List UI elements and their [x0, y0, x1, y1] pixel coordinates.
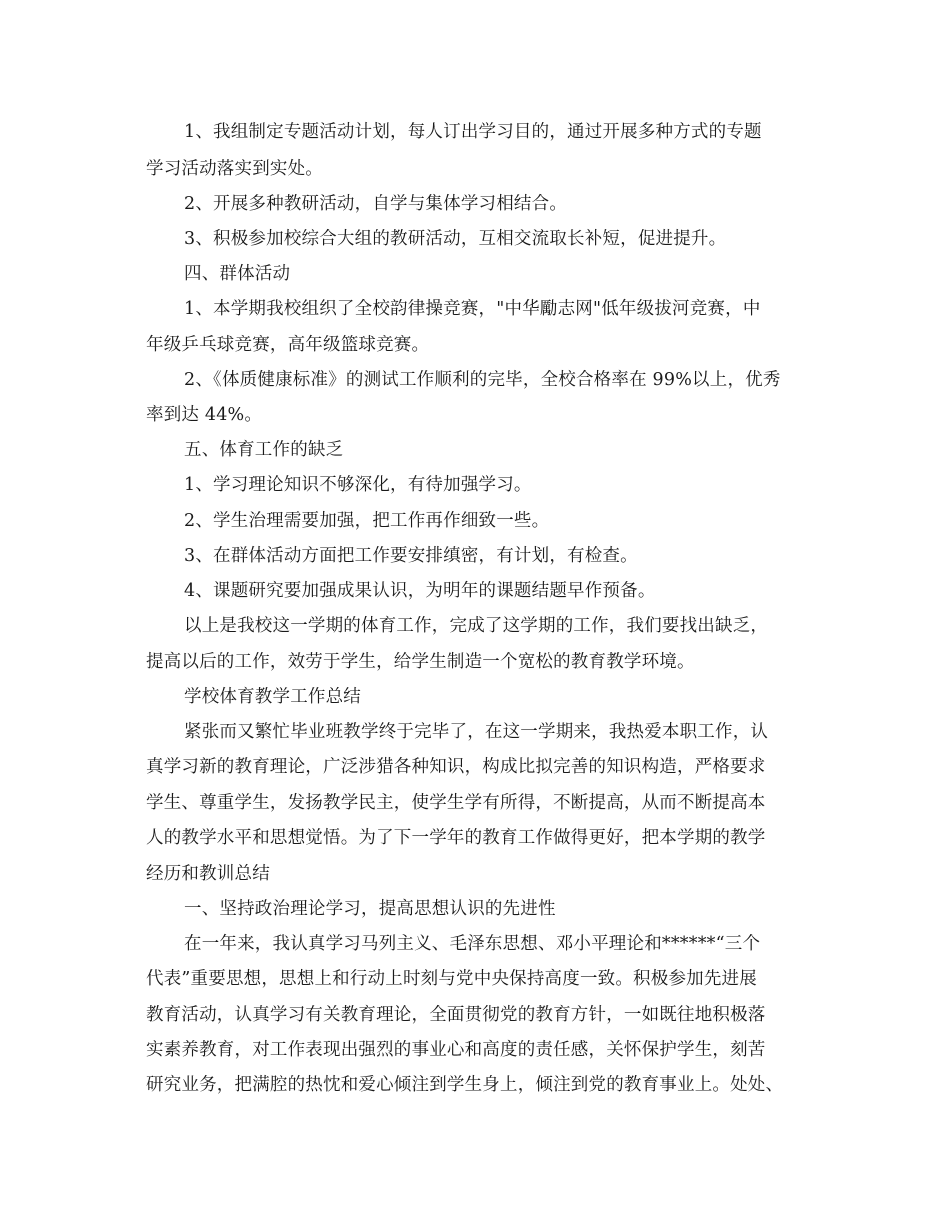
paragraph-line: 3、积极参加校综合大组的教研活动，互相交流取长补短，促进提升。	[184, 229, 727, 249]
paragraph-line: 3、在群体活动方面把工作要安排缜密，有计划，有检查。	[184, 546, 638, 566]
paragraph-line: 4、课题研究要加强成果认识，为明年的课题结题早作预备。	[184, 581, 656, 601]
paragraph-line: 人的教学水平和思想觉悟。为了下一学年的教育工作做得更好，把本学期的教学	[146, 828, 766, 848]
paragraph-line: 教育活动，认真学习有关教育理论，全面贯彻党的教育方针，一如既往地积极落	[146, 1005, 766, 1025]
paragraph-line: 2、开展多种教研活动，自学与集体学习相结合。	[184, 194, 568, 214]
paragraph-line: 经历和教训总结	[146, 864, 270, 884]
paragraph-line: 率到达 44%。	[146, 405, 263, 425]
paragraph-line: 研究业务，把满腔的热忱和爱心倾注到学生身上，倾注到党的教育事业上。处处、	[146, 1075, 784, 1095]
paragraph-line: 2、学生治理需要加强，把工作再作细致一些。	[184, 511, 550, 531]
paragraph-line: 年级乒乓球竞赛，高年级篮球竞赛。	[146, 335, 430, 355]
paragraph-line: 2、《体质健康标准》的测试工作顺利的完毕，全校合格率在 99%以上，优秀	[184, 370, 781, 390]
paragraph-line: 1、学习理论知识不够深化，有待加强学习。	[184, 475, 532, 495]
section-heading: 一、坚持政治理论学习，提高思想认识的先进性	[184, 899, 556, 919]
paragraph-line: 学生、尊重学生，发扬教学民主，使学生学有所得，不断提高，从而不断提高本	[146, 793, 766, 813]
document-title: 学校体育教学工作总结	[184, 687, 361, 707]
paragraph-line: 1、我组制定专题活动计划，每人订出学习目的，通过开展多种方式的专题	[184, 122, 762, 142]
paragraph-line: 紧张而又繁忙毕业班教学终于完毕了，在这一学期来，我热爱本职工作，认	[184, 722, 769, 742]
paragraph-line: 真学习新的教育理论，广泛涉猎各种知识，构成比拟完善的知识构造，严格要求	[146, 757, 766, 777]
paragraph-line: 以上是我校这一学期的体育工作，完成了这学期的工作，我们要找出缺乏，	[184, 616, 769, 636]
paragraph-line: 学习活动落实到实处。	[146, 159, 323, 179]
paragraph-line: 在一年来，我认真学习马列主义、毛泽东思想、邓小平理论和******“三个	[184, 934, 761, 954]
paragraph-line: 代表”重要思想，思想上和行动上时刻与党中央保持高度一致。积极参加先进展	[146, 969, 757, 989]
paragraph-line: 1、本学期我校组织了全校韵律操竞赛，"中华勵志网"低年级拔河竞赛，中	[184, 299, 761, 319]
section-heading: 四、群体活动	[184, 264, 291, 284]
section-heading: 五、体育工作的缺乏	[184, 440, 344, 460]
paragraph-line: 实素养教育，对工作表现出强烈的事业心和高度的责任感，关怀保护学生，刻苦	[146, 1040, 766, 1060]
paragraph-line: 提高以后的工作，效劳于学生，给学生制造一个宽松的教育教学环境。	[146, 652, 695, 672]
